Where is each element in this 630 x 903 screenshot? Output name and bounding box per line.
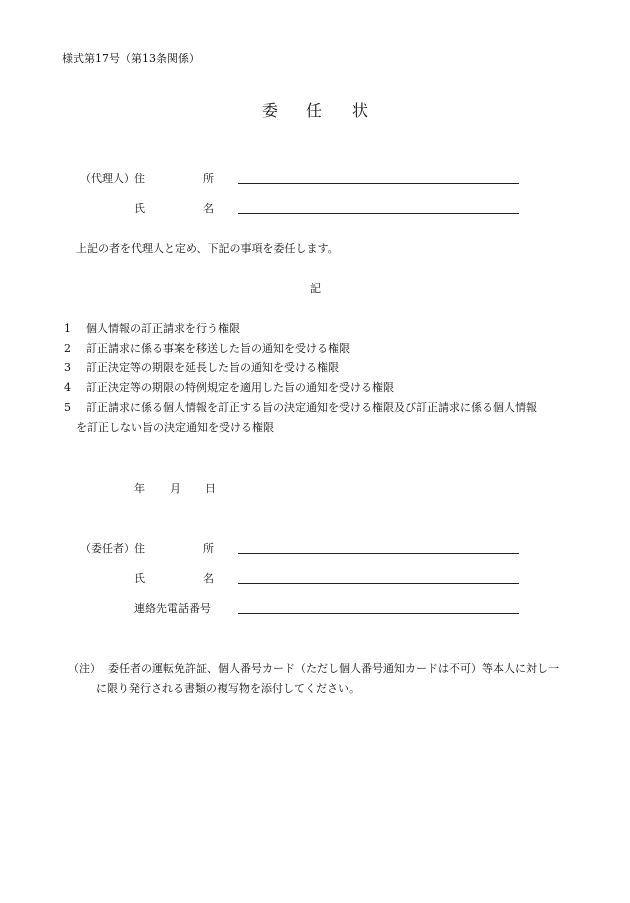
principal-phone-field[interactable] [238,613,519,614]
form-number: 様式第17号（第13条関係） [62,52,200,65]
list-item [64,340,350,356]
item-number: 5 [64,401,71,414]
principal-name-label-a: 氏 [134,572,145,585]
principal-address-field[interactable] [238,553,519,554]
principal-address-label-a: 住 [134,542,145,555]
title-char-3: 状 [352,101,369,120]
agent-name-field[interactable] [238,213,519,214]
agent-name-label-b: 名 [203,202,214,215]
title-char-2: 任 [306,101,323,120]
note-line-2: に限り発行される書類の複写物を添付してください。 [96,682,360,695]
date-month-label: 月 [170,482,181,495]
note-label: （注） [68,662,101,675]
list-item [64,399,537,415]
agent-name-label-a: 氏 [134,202,145,215]
principal-phone-label: 連絡先電話番号 [134,602,211,615]
list-item [64,379,394,395]
agent-address-label-b: 所 [203,172,214,185]
principal-name-field[interactable] [238,583,519,584]
delegation-statement: 上記の者を代理人と定め、下記の事項を委任します。 [76,242,339,255]
item-number: 4 [64,381,71,394]
item-text: 訂正請求に係る個人情報を訂正する旨の決定通知を受ける権限及び訂正請求に係る個人情報 [86,401,537,414]
item-text: 訂正請求に係る事案を移送した旨の通知を受ける権限 [86,342,350,355]
principal-name-label-b: 名 [203,572,214,585]
item-continuation: を訂正しない旨の決定通知を受ける権限 [76,421,274,434]
agent-address-label-a: 住 [134,172,145,185]
list-item [64,359,339,375]
date-year-label: 年 [134,482,145,495]
principal-address-label-b: 所 [203,542,214,555]
item-text: 訂正決定等の期限の特例規定を適用した旨の通知を受ける権限 [86,381,394,394]
title-char-1: 委 [262,101,279,120]
principal-role-label: （委任者） [80,542,135,555]
note-line-1: 委任者の運転免許証、個人番号カード（ただし個人番号通知カードは不可）等本人に対し一 [108,662,559,675]
item-text: 個人情報の訂正請求を行う権限 [86,322,240,335]
date-day-label: 日 [205,482,216,495]
agent-role-label: （代理人） [80,172,135,185]
item-number: 2 [64,342,71,355]
item-text: 訂正決定等の期限を延長した旨の通知を受ける権限 [86,361,339,374]
list-item [64,320,240,336]
ki-heading: 記 [310,282,321,295]
item-number: 3 [64,361,71,374]
agent-address-field[interactable] [238,183,519,184]
item-number: 1 [64,322,71,335]
